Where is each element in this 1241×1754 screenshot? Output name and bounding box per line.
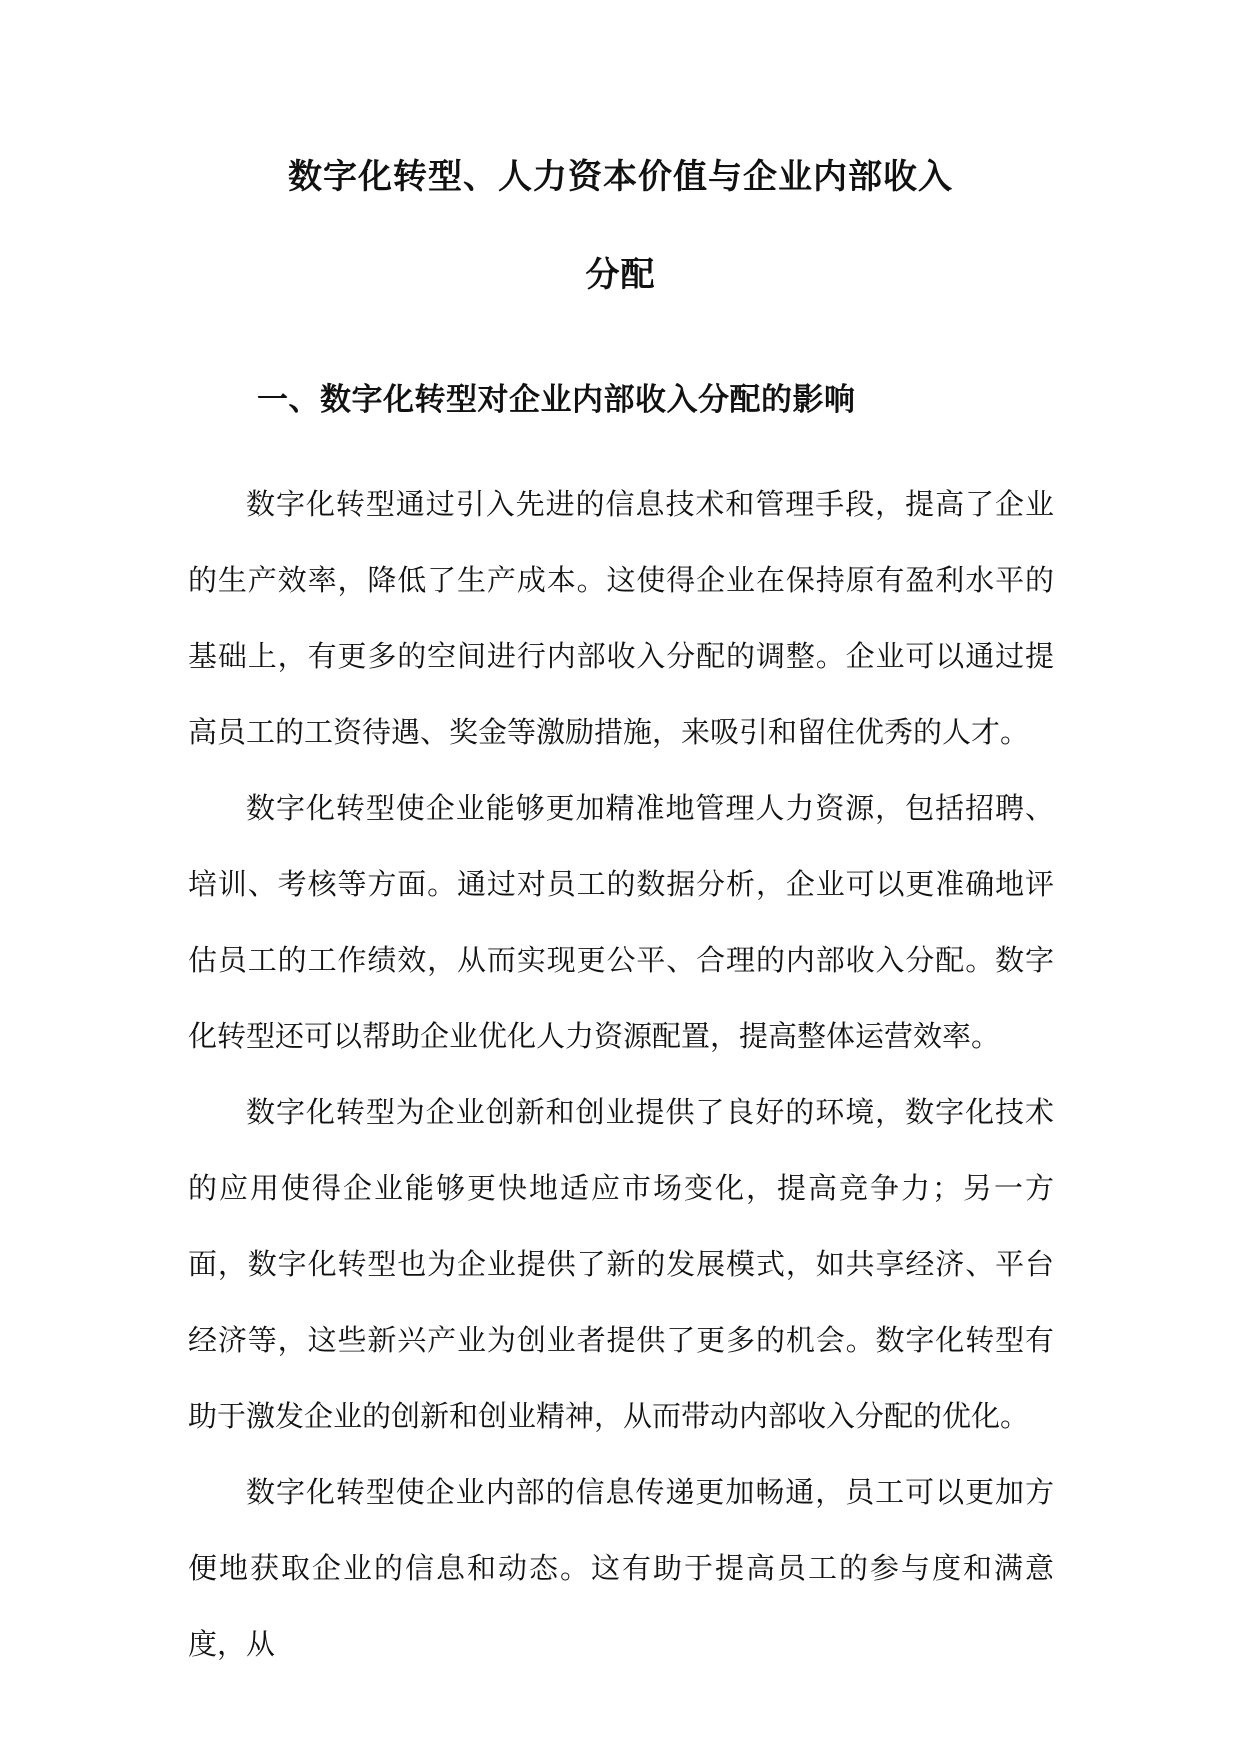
paragraph-3: 数字化转型为企业创新和创业提供了良好的环境，数字化技术的应用使得企业能够更快地适应市场变化，提高竞争力；另一方面，数字化转型也为企业提供了新的发展模式，如共享经济、平台经济等，这些新兴产业为创业者提供了更多的机会。数字化转型有助于激发企业的创新和创业精神，从而带动内部收入分配的优化。 [188, 1095, 1054, 1433]
paragraph-2: 数字化转型使企业能够更加精准地管理人力资源，包括招聘、培训、考核等方面。通过对员工的数据分析，企业可以更准确地评估员工的工作绩效，从而实现更公平、合理的内部收入分配。数字化转型还可以帮助企业优化人力资源配置，提高整体运营效率。 [188, 791, 1054, 1053]
document-title-line-2: 分配 [585, 255, 656, 295]
body-text [188, 466, 1054, 1682]
section-heading: 一、数字化转型对企业内部收入分配的影响 [257, 382, 856, 418]
paragraph-1: 数字化转型通过引入先进的信息技术和管理手段，提高了企业的生产效率，降低了生产成本。这使得企业在保持原有盈利水平的基础上，有更多的空间进行内部收入分配的调整。企业可以通过提高员工的工资待遇、奖金等激励措施，来吸引和留住优秀的人才。 [188, 487, 1054, 749]
document-title-line-1: 数字化转型、人力资本价值与企业内部收入 [288, 157, 953, 197]
paragraph-4: 数字化转型使企业内部的信息传递更加畅通，员工可以更加方便地获取企业的信息和动态。这有助于提高员工的参与度和满意度，从 [188, 1475, 1054, 1661]
